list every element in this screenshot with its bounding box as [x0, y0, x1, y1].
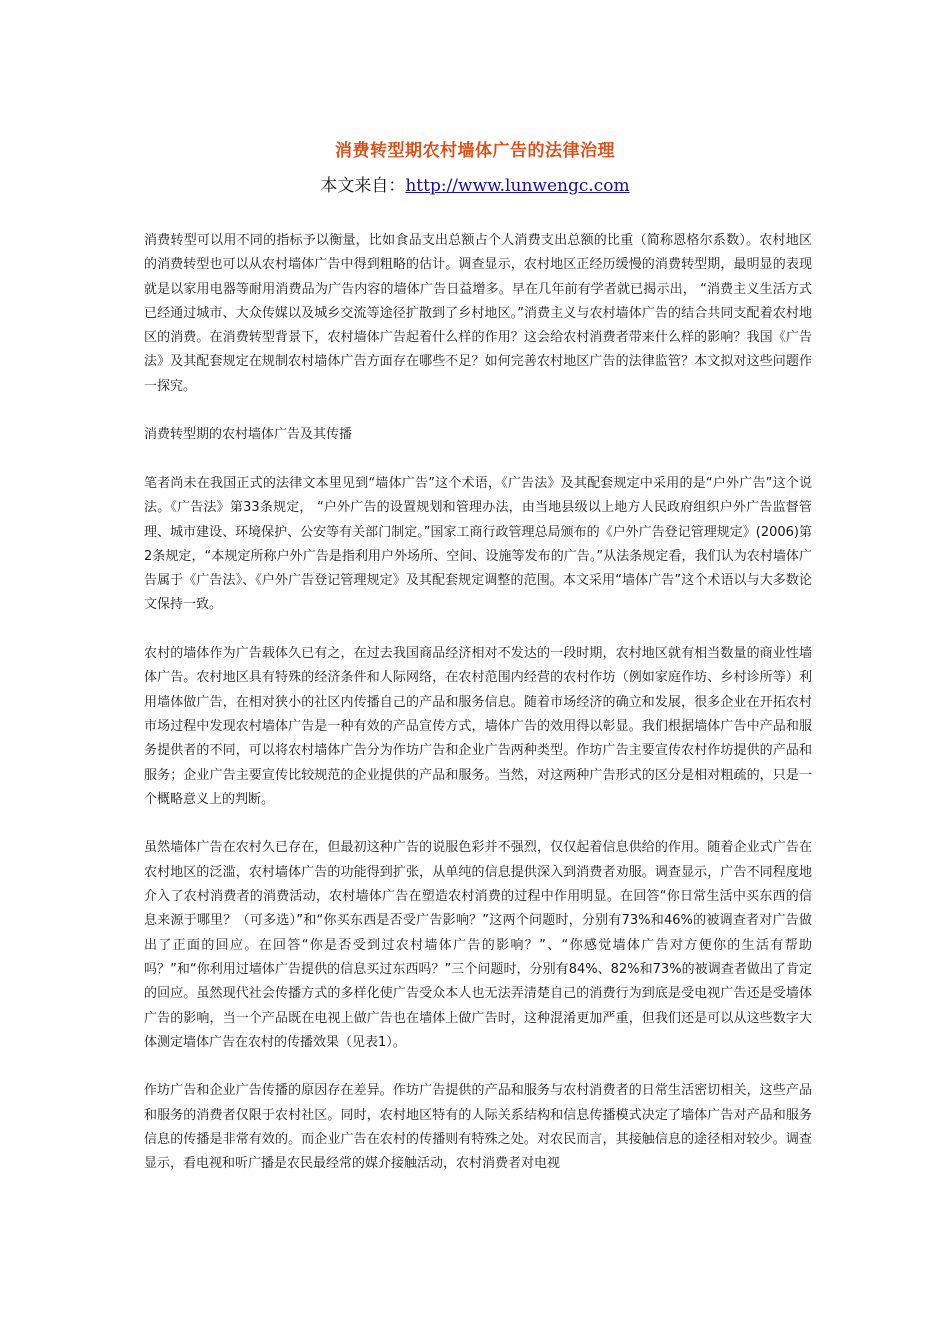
paragraph: 农村的墙体作为广告载体久已有之，在过去我国商品经济相对不发达的一段时期，农村地区就有相当数量的商业性墙体广告。农村地区具有特殊的经济条件和人际网络，在农村范围内经营的农村作坊（例如家庭作坊、乡村诊所等）利用墙体做广告，在相对狭小的社区内传播自己的产品和服务信息。随着市场经济的确立和发展，很多企业在开拓农村市场过程中发现农村墙体广告是一种有效的产品宣传方式，墙体广告的效用得以彰显。我们根据墙体广告中产品和服务提供者的不同，可以将农村墙体广告分为作坊广告和企业广告两种类型。作坊广告主要宣传农村作坊提供的产品和服务；企业广告主要宣传比较规范的企业提供的产品和服务。当然，对这两种广告形式的区分是相对粗疏的，只是一个概略意义上的判断。 [144, 646, 812, 807]
paragraph: 作坊广告和企业广告传播的原因存在差异。作坊广告提供的产品和服务与农村消费者的日常生活密切相关，这些产品和服务的消费者仅限于农村社区。同时，农村地区特有的人际关系结构和信息传播模式决定了墙体广告对产品和服务信息的传播是非常有效的。而企业广告在农村的传播则有特殊之处。对农民而言，其接触信息的途径相对较少。调查显示，看电视和听广播是农民最经常的媒介接触活动，农村消费者对电视 [144, 1083, 812, 1172]
source-label: 本文来自： [320, 176, 406, 196]
source-line [0, 171, 950, 196]
source-link[interactable]: http://www.lunwengc.com [405, 176, 630, 196]
document-title: 消费转型期农村墙体广告的法律治理 [335, 141, 615, 161]
paragraph: 笔者尚未在我国正式的法律文本里见到“墙体广告”这个术语，《广告法》及其配套规定中采用的是“户外广告”这个说法。《广告法》第33条规定， “户外广告的设置规划和管理办法，由当地县级以上地方人民政府组织户外广告监督管理、城市建设、环境保护、公安等有关部门制定。”国家工商行政管理总局颁布的《户外广告登记管理规定》(2006)第2条规定，“本规定所称户外广告是指利用户外场所、空间、设施等发布的广告。”从法条规定看，我们认为农村墙体广告属于《广告法》、《户外广告登记管理规定》及其配套规定调整的范围。本文采用“墙体广告”这个术语以与大多数论文保持一致。 [144, 475, 812, 613]
section-heading: 消费转型期的农村墙体广告及其传播 [144, 427, 353, 443]
paragraph-intro: 消费转型可以用不同的指标予以衡量，比如食品支出总额占个人消费支出总额的比重（简称恩格尔系数）。农村地区的消费转型也可以从农村墙体广告中得到粗略的估计。调查显示，农村地区正经历缓慢的消费转型期，最明显的表现就是以家用电器等耐用消费品为广告内容的墙体广告日益增多。早在几年前有学者就已揭示出， “消费主义生活方式已经通过城市、大众传媒以及城乡交流等途径扩散到了乡村地区。”消费主义与农村墙体广告的结合共同支配着农村地区的消费。在消费转型背景下，农村墙体广告起着什么样的作用？这会给农村消费者带来什么样的影响？我国《广告法》及其配套规定在规制农村墙体广告方面存在哪些不足？如何完善农村地区广告的法律监管？本文拟对这些问题作一探究。 [144, 233, 812, 394]
paragraph: 虽然墙体广告在农村久已存在，但最初这种广告的说服色彩并不强烈，仅仅起着信息供给的作用。随着企业式广告在农村地区的泛滥，农村墙体广告的功能得到扩张，从单纯的信息提供深入到消费者劝服。调查显示，广告不同程度地介入了农村消费者的消费活动，农村墙体广告在塑造农村消费的过程中作用明显。在回答“你日常生活中买东西的信息来源于哪里？（可多选）”和“你买东西是否受广告影响？”这两个问题时，分别有73%和46%的被调查者对广告做出了正面的回应。在回答“你是否受到过农村墙体广告的影响？”、“你感觉墙体广告对方便你的生活有帮助吗？”和“你利用过墙体广告提供的信息买过东西吗？”三个问题时，分别有84%、82%和73%的被调查者做出了肯定的回应。虽然现代社会传播方式的多样化使广告受众本人也无法弄清楚自己的消费行为到底是受电视广告还是受墙体广告的影响，当一个产品既在电视上做广告也在墙体上做广告时，这种混淆更加严重，但我们还是可以从这些数字大体测定墙体广告在农村的传播效果（见表1）。 [144, 840, 812, 1050]
document-body [144, 229, 812, 1201]
